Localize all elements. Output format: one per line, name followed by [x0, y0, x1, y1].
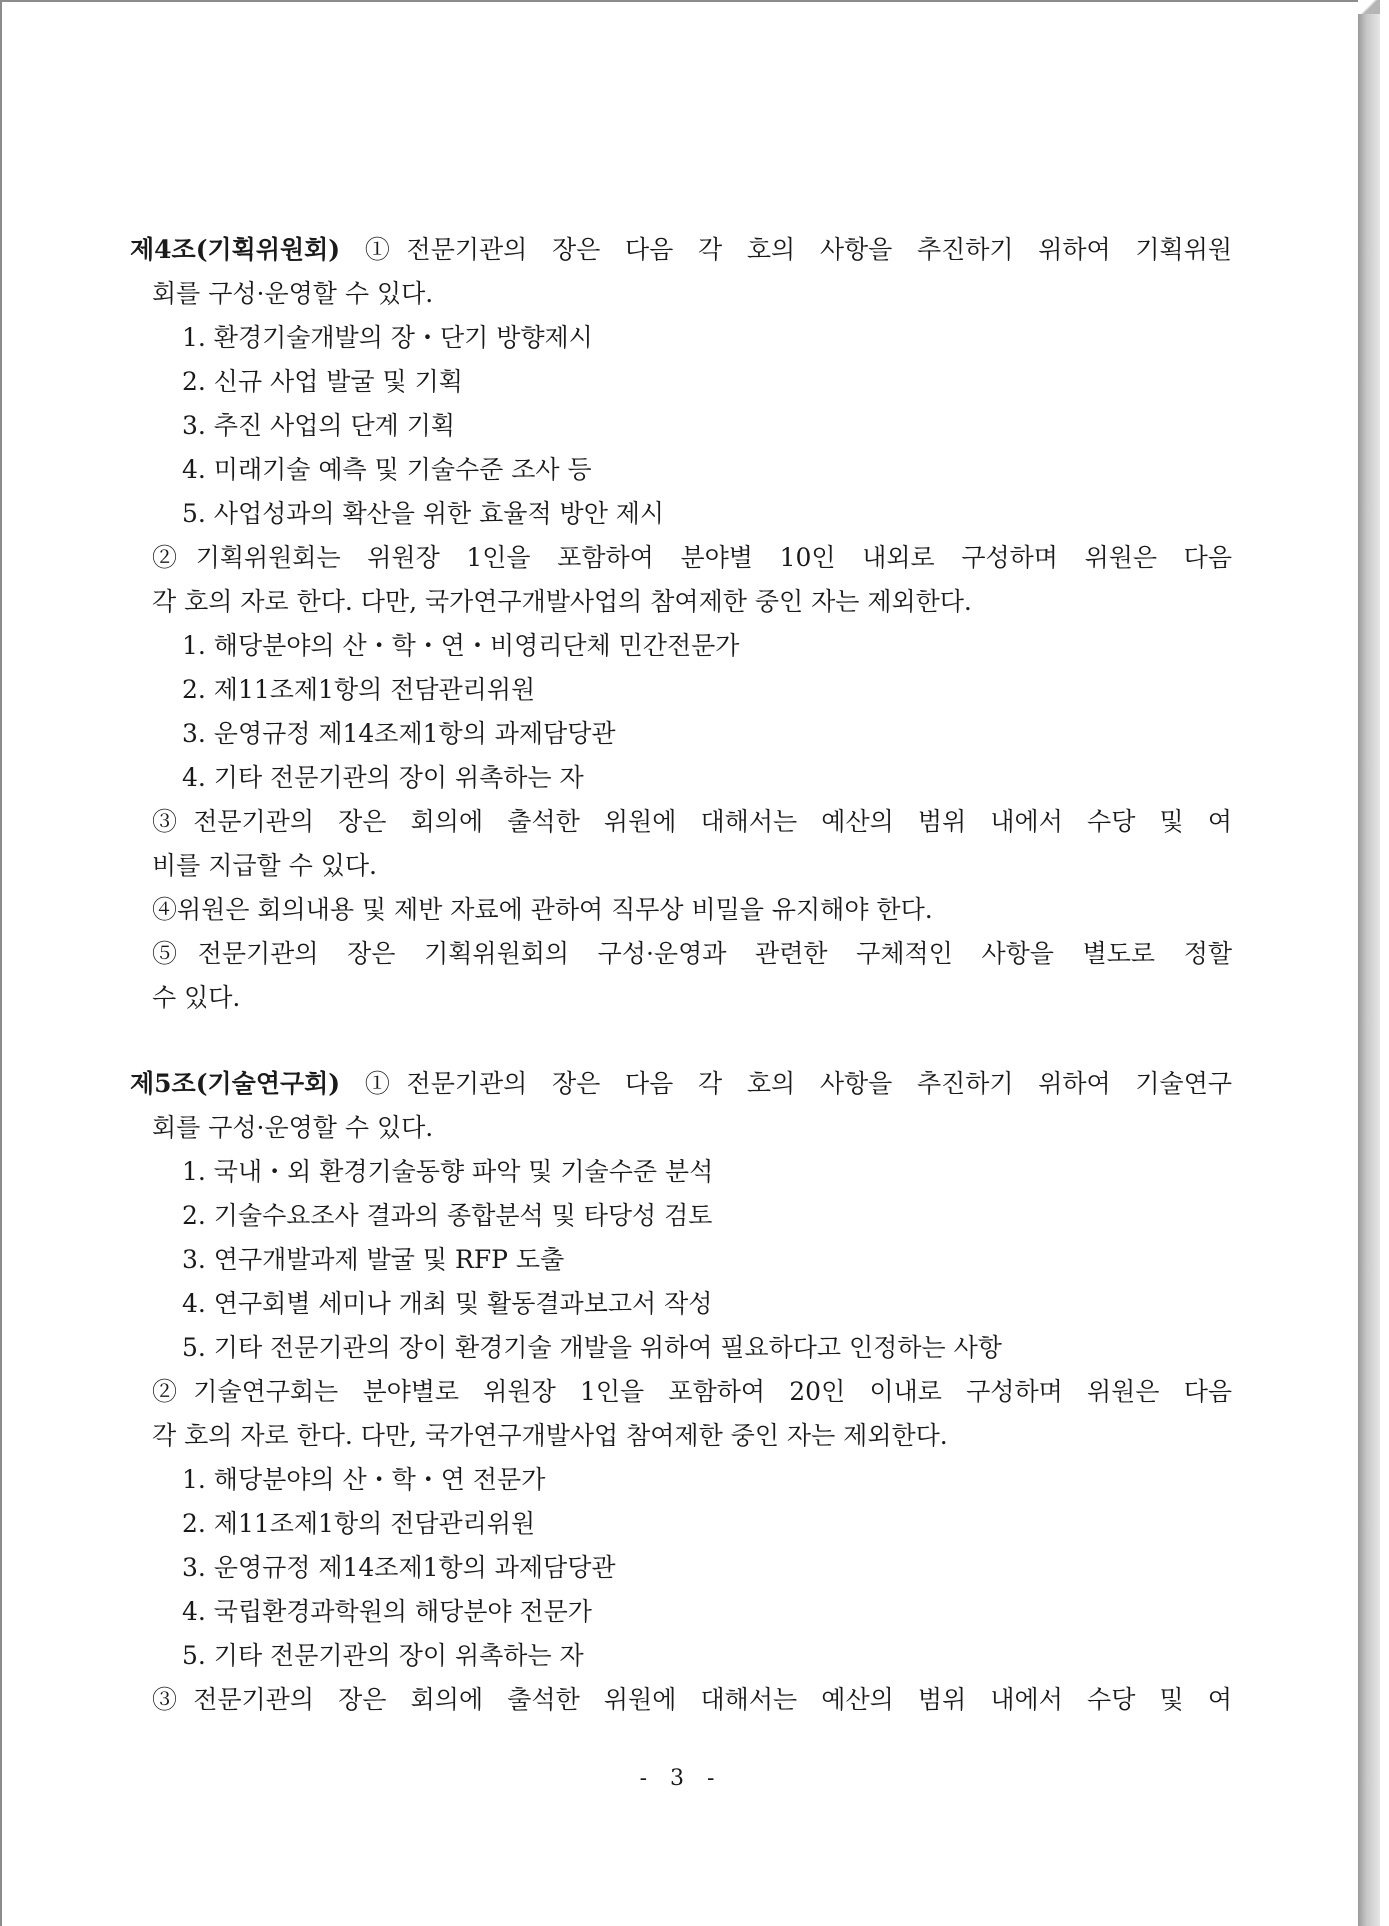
page-number: - 3 -: [639, 1766, 723, 1791]
list-item: 1. 해당분야의 산・학・연・비영리단체 민간전문가: [182, 631, 740, 660]
article-intro-cont: 회를 구성·운영할 수 있다.: [152, 279, 434, 308]
list-item: 1. 환경기술개발의 장・단기 방향제시: [182, 323, 593, 352]
list-item: 2. 신규 사업 발굴 및 기획: [182, 367, 463, 396]
article-title: 제5조(기술연구회): [130, 1069, 341, 1098]
paragraph-2-line-2: 각 호의 자로 한다. 다만, 국가연구개발사업 참여제한 중인 자는 제외한다.: [152, 1421, 948, 1450]
article-intro: ①전문기관의 장은 다음 각 호의 사항을 추진하기 위하여 기술연구: [364, 1069, 1232, 1098]
list-item: 3. 운영규정 제14조제1항의 과제담당관: [182, 719, 616, 748]
article-intro: ①전문기관의 장은 다음 각 호의 사항을 추진하기 위하여 기획위원: [364, 235, 1232, 264]
paragraph-5-line-1: ⑤전문기관의 장은 기획위원회의 구성·운영과 관련한 구체적인 사항을 별도로 정할: [152, 939, 1232, 968]
paragraph-4-line-1: ④위원은 회의내용 및 제반 자료에 관하여 직무상 비밀을 유지해야 한다.: [152, 895, 933, 924]
article-intro-cont: 회를 구성·운영할 수 있다.: [152, 1113, 434, 1142]
article-title: 제4조(기획위원회): [130, 235, 341, 264]
article-heading-line: [130, 1062, 1232, 1106]
page-shadow: [1358, 12, 1380, 1926]
paragraph-2-line-1: ②기획위원회는 위원장 1인을 포함하여 분야별 10인 내외로 구성하며 위원은 다음: [152, 543, 1232, 572]
page-content: [130, 228, 1232, 1722]
paragraph-3-line-2: 비를 지급할 수 있다.: [152, 851, 377, 880]
list-item: 2. 기술수요조사 결과의 종합분석 및 타당성 검토: [182, 1201, 713, 1230]
list-item: 4. 국립환경과학원의 해당분야 전문가: [182, 1597, 592, 1626]
paragraph-3-line-1: ③전문기관의 장은 회의에 출석한 위원에 대해서는 예산의 범위 내에서 수당 및 여: [152, 807, 1232, 836]
article-4: [130, 228, 1232, 1020]
list-item: 4. 미래기술 예측 및 기술수준 조사 등: [182, 455, 592, 484]
list-item: 5. 기타 전문기관의 장이 위촉하는 자: [182, 1641, 584, 1670]
list-item: 3. 추진 사업의 단계 기획: [182, 411, 455, 440]
paragraph-5-line-2: 수 있다.: [152, 983, 241, 1012]
paragraph-3-line-1: ③전문기관의 장은 회의에 출석한 위원에 대해서는 예산의 범위 내에서 수당 및 여: [152, 1685, 1232, 1714]
article-5: [130, 1062, 1232, 1722]
article-gap: [130, 1020, 1232, 1062]
list-item: 2. 제11조제1항의 전담관리위원: [182, 675, 536, 704]
list-item: 3. 운영규정 제14조제1항의 과제담당관: [182, 1553, 616, 1582]
list-item: 4. 연구회별 세미나 개최 및 활동결과보고서 작성: [182, 1289, 713, 1318]
list-item: 5. 기타 전문기관의 장이 환경기술 개발을 위하여 필요하다고 인정하는 사항: [182, 1333, 1002, 1362]
page-fold: [1358, 0, 1380, 14]
list-item: 2. 제11조제1항의 전담관리위원: [182, 1509, 536, 1538]
list-item: 1. 해당분야의 산・학・연 전문가: [182, 1465, 546, 1494]
list-item: 3. 연구개발과제 발굴 및 RFP 도출: [182, 1245, 565, 1274]
paragraph-2-line-1: ②기술연구회는 분야별로 위원장 1인을 포함하여 20인 이내로 구성하며 위원은 다음: [152, 1377, 1232, 1406]
list-item: 1. 국내・외 환경기술동향 파악 및 기술수준 분석: [182, 1157, 714, 1186]
paragraph-2-line-2: 각 호의 자로 한다. 다만, 국가연구개발사업의 참여제한 중인 자는 제외한다.: [152, 587, 972, 616]
list-item: 5. 사업성과의 확산을 위한 효율적 방안 제시: [182, 499, 665, 528]
article-heading-line: [130, 228, 1232, 272]
list-item: 4. 기타 전문기관의 장이 위촉하는 자: [182, 763, 584, 792]
